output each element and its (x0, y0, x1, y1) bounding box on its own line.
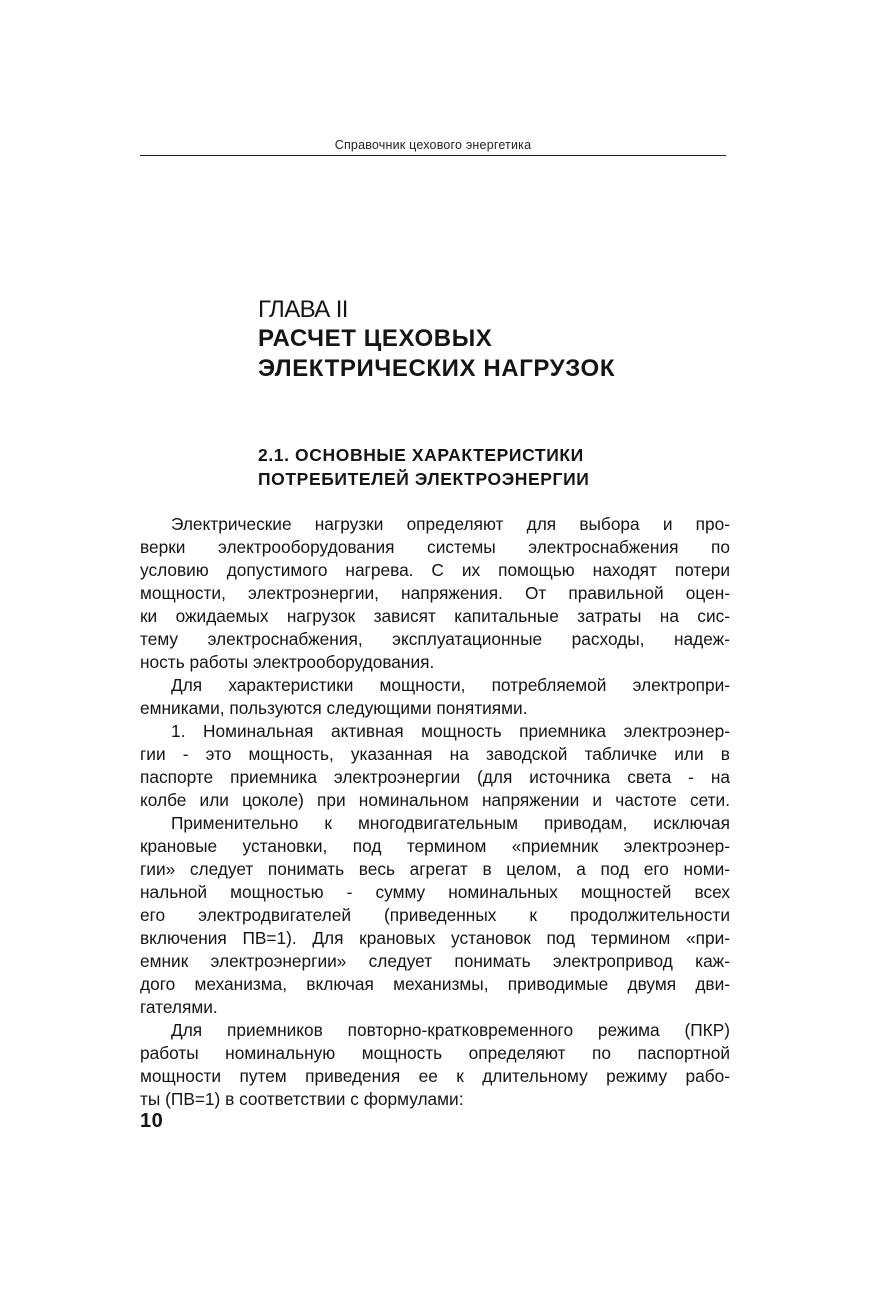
paragraph-4 (140, 812, 730, 1019)
text-line: тему электроснабжения, эксплуатационные расходы, надеж- (140, 629, 730, 649)
paragraph-3 (140, 720, 730, 812)
text-line: крановые установки, под термином «приемник электроэнер- (140, 836, 730, 856)
body-text (140, 513, 730, 1111)
text-line: мощности путем приведения ее к длительному режиму рабо- (140, 1066, 730, 1086)
text-line: работы номинальную мощность определяют по паспортной (140, 1043, 730, 1063)
text-line: ки ожидаемых нагрузок зависят капитальные затраты на сис- (140, 606, 730, 626)
text-line: колбе или цоколе) при номинальном напряжении и частоте сети. (140, 790, 730, 810)
text-line: гии» следует понимать весь агрегат в целом, а под его номи- (140, 859, 730, 879)
paragraph-1 (140, 513, 730, 674)
text-line: верки электрооборудования системы электроснабжения по (140, 537, 730, 557)
text-line: емник электроэнергии» следует понимать электропривод каж- (140, 951, 730, 971)
text-line: его электродвигателей (приведенных к продолжительности (140, 905, 730, 925)
text-line: нальной мощностью - сумму номинальных мощностей всех (140, 882, 730, 902)
section-title-line: ПОТРЕБИТЕЛЕЙ ЭЛЕКТРОЭНЕРГИИ (258, 469, 590, 489)
text-line: Электрические нагрузки определяют для выбора и про- (171, 514, 730, 534)
section-title-line: 2.1. ОСНОВНЫЕ ХАРАКТЕРИСТИКИ (258, 445, 584, 465)
text-line: мощности, электроэнергии, напряжения. От правильной оцен- (140, 583, 730, 603)
text-line: 1. Номинальная активная мощность приемника электроэнер- (171, 721, 730, 741)
section-title (258, 443, 589, 491)
text-line: паспорте приемника электроэнергии (для источника света - на (140, 767, 730, 787)
paragraph-2 (140, 674, 730, 720)
text-line: ность работы электрооборудования. (140, 652, 435, 672)
text-line: емниками, пользуются следующими понятиями. (140, 698, 528, 718)
text-line: Для приемников повторно-кратковременного режима (ПКР) (171, 1020, 730, 1040)
chapter-title-line: ЭЛЕКТРИЧЕСКИХ НАГРУЗОК (258, 355, 616, 382)
text-line: дого механизма, включая механизмы, приводимые двумя дви- (140, 974, 730, 994)
chapter-title (258, 324, 615, 384)
text-line: включения ПВ=1). Для крановых установок под термином «при- (140, 928, 730, 948)
text-line: Для характеристики мощности, потребляемой электропри- (171, 675, 730, 695)
header-rule (140, 155, 726, 156)
chapter-label: ГЛАВА II (258, 296, 348, 323)
running-header: Справочник цехового энергетика (334, 138, 532, 152)
text-line: ты (ПВ=1) в соответствии с формулами: (140, 1089, 464, 1109)
chapter-title-line: РАСЧЕТ ЦЕХОВЫХ (258, 325, 493, 352)
text-line: гателями. (140, 997, 218, 1017)
text-line: условию допустимого нагрева. С их помощью находят потери (140, 560, 730, 580)
page-number: 10 (140, 1110, 164, 1132)
text-line: Применительно к многодвигательным приводам, исключая (171, 813, 730, 833)
paragraph-5 (140, 1019, 730, 1111)
text-line: гии - это мощность, указанная на заводской табличке или в (140, 744, 730, 764)
